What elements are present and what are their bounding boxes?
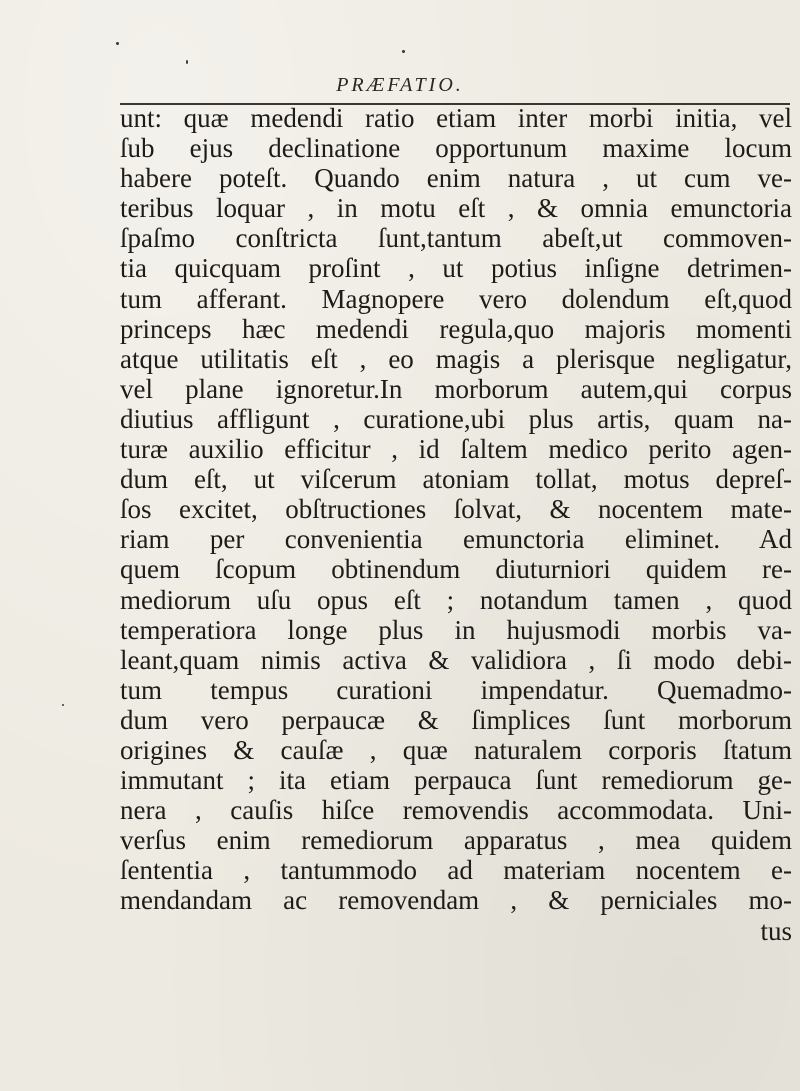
text-line: unt: quæ medendi ratio etiam inter morbi initia, vel	[120, 103, 792, 133]
text-line: tia quicquam proſint , ut potius inſigne detrimen-	[120, 253, 792, 284]
text-line: ſub ejus declinatione opportunum maxime locum	[120, 133, 792, 164]
text-line: diutius affligunt , curatione,ubi plus artis, quam na-	[120, 403, 792, 434]
ink-speck	[402, 50, 405, 53]
ink-speck	[116, 42, 119, 45]
text-line: teribus loquar , in motu eſt , & omnia emunctoria	[120, 193, 792, 224]
text-line: tum afferant. Magnopere vero dolendum eſt,quod	[120, 283, 792, 314]
text-line: ſententia , tantummodo ad materiam nocentem e-	[120, 855, 792, 886]
catchword: tus	[760, 915, 792, 946]
text-line: princeps hæc medendi regula,quo majoris momenti	[120, 313, 792, 344]
text-line: turæ auxilio efficitur , id ſaltem medico perito agen-	[120, 434, 792, 465]
text-line: vel plane ignoretur.In morborum autem,qui corpus	[120, 373, 792, 404]
text-line: immutant ; ita etiam perpauca ſunt remediorum ge-	[120, 765, 792, 796]
text-line: dum eſt, ut viſcerum atoniam tollat, motus depreſ-	[120, 464, 792, 495]
ink-speck	[186, 60, 188, 64]
text-line: atque utilitatis eſt , eo magis a plerisque negligatur,	[120, 343, 792, 374]
text-line: temperatiora longe plus in hujusmodi morbis va-	[120, 614, 792, 645]
text-line: habere poteſt. Quando enim natura , ut cum ve-	[120, 163, 792, 194]
running-header: PRÆFATIO.	[336, 74, 464, 96]
text-line: tum tempus curationi impendatur. Quemadmo-	[120, 674, 792, 705]
text-line: mediorum uſu opus eſt ; notandum tamen , quod	[120, 584, 792, 615]
text-line: verſus enim remediorum apparatus , mea quidem	[120, 825, 792, 856]
body-text	[120, 103, 792, 946]
ink-speck	[62, 704, 64, 706]
text-line: ſpaſmo conſtricta ſunt,tantum abeſt,ut commoven-	[120, 223, 792, 254]
text-line: leant,quam nimis activa & validiora , ſi modo debi-	[120, 644, 792, 675]
text-line: riam per convenientia emunctoria eliminet. Ad	[120, 524, 792, 555]
text-line: ſos excitet, obſtructiones ſolvat, & nocentem mate-	[120, 494, 792, 525]
text-line: origines & cauſæ , quæ naturalem corporis ſtatum	[120, 734, 792, 765]
text-line: dum vero perpaucæ & ſimplices ſunt morborum	[120, 704, 792, 735]
text-line: quem ſcopum obtinendum diuturniori quidem re-	[120, 554, 792, 585]
text-line: mendandam ac removendam , & perniciales mo-	[120, 885, 792, 916]
text-line: nera , cauſis hiſce removendis accommodata. Uni-	[120, 795, 792, 826]
